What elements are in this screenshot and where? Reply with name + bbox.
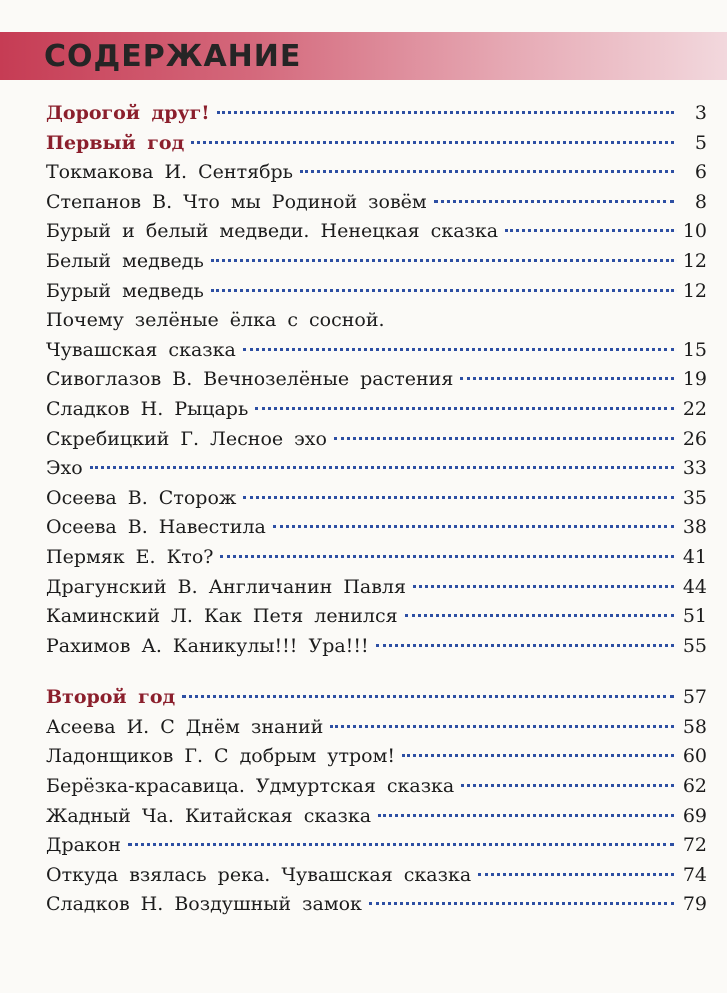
toc-gap xyxy=(46,661,707,683)
toc-page-number: 79 xyxy=(682,893,707,916)
toc-entry xyxy=(46,454,707,484)
toc-entry-title: Степанов В. Что мы Родиной зовём xyxy=(46,190,427,213)
toc-entry xyxy=(46,543,707,573)
dot-leader xyxy=(330,725,674,728)
toc-section-heading xyxy=(46,683,707,713)
dot-leader xyxy=(243,496,674,499)
toc-entry-title: Драгунский В. Англичанин Павля xyxy=(46,575,406,598)
table-of-contents xyxy=(46,99,707,920)
dot-leader xyxy=(460,377,674,380)
toc-page-number: 58 xyxy=(682,715,707,738)
toc-entry-title: Дорогой друг! xyxy=(46,102,210,124)
toc-page-number: 74 xyxy=(682,863,707,886)
toc-entry-title: Бурый медведь xyxy=(46,279,204,302)
toc-entry-title: Жадный Ча. Китайская сказка xyxy=(46,804,372,827)
toc-entry xyxy=(46,573,707,603)
toc-entry xyxy=(46,188,707,218)
dot-leader xyxy=(300,170,674,173)
toc-entry xyxy=(46,277,707,307)
toc-entry xyxy=(46,484,707,514)
toc-section-heading xyxy=(46,129,707,159)
toc-entry xyxy=(46,247,707,277)
toc-page-number: 19 xyxy=(682,368,707,391)
toc-entry-title: Белый медведь xyxy=(46,249,204,272)
dot-leader xyxy=(369,902,674,905)
toc-entry xyxy=(46,772,707,802)
dot-leader xyxy=(413,585,674,588)
toc-page-number: 12 xyxy=(682,249,707,272)
toc-entry-title: Чувашская сказка xyxy=(46,338,236,361)
dot-leader xyxy=(217,111,674,114)
toc-page-number: 60 xyxy=(682,745,707,768)
toc-page-number: 3 xyxy=(694,102,707,124)
toc-page-number: 26 xyxy=(682,427,707,450)
toc-page-number: 38 xyxy=(682,516,707,539)
dot-leader xyxy=(402,754,674,757)
toc-entry-title: Первый год xyxy=(46,131,185,154)
dot-leader xyxy=(405,614,674,617)
toc-page-number: 72 xyxy=(682,834,707,857)
dot-leader xyxy=(434,200,674,203)
toc-entry-title: Второй год xyxy=(46,686,176,709)
dot-leader xyxy=(211,289,674,292)
toc-entry-title: Откуда взялась река. Чувашская сказка xyxy=(46,863,472,886)
toc-entry xyxy=(46,831,707,861)
toc-page-number: 8 xyxy=(694,190,707,213)
toc-section-heading xyxy=(46,99,707,129)
dot-leader xyxy=(243,348,674,351)
dot-leader xyxy=(461,784,674,787)
toc-entry-title: Дракон xyxy=(46,834,121,857)
toc-page-number: 5 xyxy=(694,131,707,154)
toc-entry-title: Асеева И. С Днём знаний xyxy=(46,715,324,738)
toc-entry xyxy=(46,890,707,920)
dot-leader xyxy=(478,873,674,876)
toc-page-number: 35 xyxy=(682,486,707,509)
toc-page-number: 33 xyxy=(682,457,707,480)
toc-entry xyxy=(46,217,707,247)
toc-entry-title: Берёзка-красавица. Удмуртская сказка xyxy=(46,775,455,798)
toc-entry-title: Скребицкий Г. Лесное эхо xyxy=(46,427,327,450)
dot-leader xyxy=(255,407,674,410)
dot-leader xyxy=(220,555,674,558)
dot-leader xyxy=(211,259,674,262)
dot-leader xyxy=(378,814,674,817)
toc-entry xyxy=(46,425,707,455)
toc-group-second xyxy=(46,683,707,920)
toc-entry xyxy=(46,513,707,543)
toc-page-number: 10 xyxy=(682,220,707,243)
toc-entry-title: Эхо xyxy=(46,457,83,480)
toc-entry-title: Осеева В. Сторож xyxy=(46,486,237,509)
toc-entry-title: Бурый и белый медведи. Ненецкая сказка xyxy=(46,220,499,243)
toc-entry-title: Сладков Н. Рыцарь xyxy=(46,397,249,420)
toc-entry xyxy=(46,395,707,425)
toc-page-number: 12 xyxy=(682,279,707,302)
toc-entry xyxy=(46,158,707,188)
toc-group-first xyxy=(46,99,707,661)
toc-page-number: 44 xyxy=(682,575,707,598)
toc-page-number: 6 xyxy=(694,161,707,184)
toc-entry-title: Осеева В. Навестила xyxy=(46,516,266,539)
toc-page-number: 51 xyxy=(682,605,707,628)
toc-page-number: 69 xyxy=(682,804,707,827)
page-title: СОДЕРЖАНИЕ xyxy=(44,39,302,74)
toc-page-number: 22 xyxy=(682,397,707,420)
dot-leader xyxy=(334,437,674,440)
toc-page-number: 55 xyxy=(682,634,707,657)
toc-page-number: 41 xyxy=(682,545,707,568)
toc-entry xyxy=(46,632,707,662)
toc-entry xyxy=(46,365,707,395)
toc-entry-title: Сивоглазов В. Вечнозелёные растения xyxy=(46,368,454,391)
dot-leader xyxy=(191,141,674,144)
toc-entry xyxy=(46,802,707,832)
toc-page-number: 15 xyxy=(682,338,707,361)
dot-leader xyxy=(128,843,674,846)
dot-leader xyxy=(182,695,674,698)
toc-entry xyxy=(46,336,707,366)
toc-entry xyxy=(46,306,707,336)
toc-entry-title: Рахимов А. Каникулы!!! Ура!!! xyxy=(46,634,369,657)
toc-entry xyxy=(46,713,707,743)
dot-leader xyxy=(273,525,674,528)
toc-page-number: 57 xyxy=(682,686,707,709)
toc-entry xyxy=(46,742,707,772)
toc-entry-title: Почему зелёные ёлка с сосной. xyxy=(46,309,385,332)
dot-leader xyxy=(90,466,674,469)
toc-entry-title: Токмакова И. Сентябрь xyxy=(46,161,294,184)
toc-entry xyxy=(46,602,707,632)
toc-entry-title: Ладонщиков Г. С добрым утром! xyxy=(46,745,395,768)
toc-page-number: 62 xyxy=(682,775,707,798)
toc-entry xyxy=(46,861,707,891)
dot-leader xyxy=(505,229,674,232)
toc-entry-title: Каминский Л. Как Петя ленился xyxy=(46,605,398,628)
toc-entry-title: Пермяк Е. Кто? xyxy=(46,545,214,568)
toc-entry-title: Сладков Н. Воздушный замок xyxy=(46,893,362,916)
dot-leader xyxy=(376,644,674,647)
